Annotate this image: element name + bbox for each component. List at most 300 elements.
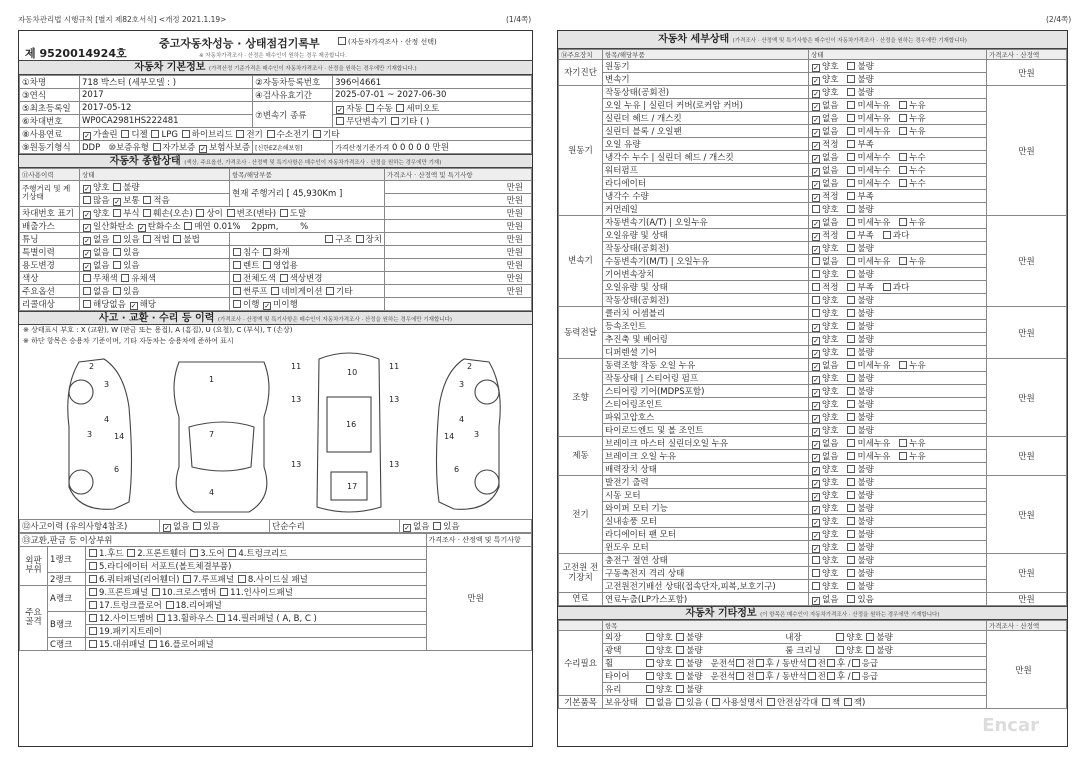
state-checkbox[interactable] bbox=[812, 181, 820, 189]
state-checkbox[interactable] bbox=[847, 491, 855, 499]
watermark: Encar bbox=[982, 715, 1039, 736]
detail-state bbox=[809, 86, 987, 99]
major-frame-label: 주요 골격 bbox=[20, 585, 48, 650]
polish-bad-checkbox[interactable] bbox=[676, 646, 684, 654]
state-checkbox[interactable] bbox=[812, 556, 820, 564]
state-checkbox[interactable] bbox=[812, 77, 820, 85]
detail-row bbox=[559, 216, 1067, 229]
state-checkbox[interactable] bbox=[812, 569, 820, 577]
state-checkbox[interactable] bbox=[847, 205, 855, 213]
state-checkbox[interactable] bbox=[847, 296, 855, 304]
state-checkbox[interactable] bbox=[812, 402, 820, 410]
state-checkbox[interactable] bbox=[847, 530, 855, 538]
svg-text:17: 17 bbox=[347, 481, 358, 491]
state-checkbox[interactable] bbox=[812, 582, 820, 590]
price-cell: 만원 bbox=[987, 476, 1067, 554]
state-checkbox[interactable] bbox=[812, 129, 820, 137]
state-label: 미세누유 bbox=[857, 361, 891, 371]
detail-group: 제동 bbox=[559, 437, 603, 476]
fire-checkbox[interactable] bbox=[263, 248, 271, 256]
state-checkbox[interactable] bbox=[847, 543, 855, 551]
state-checkbox[interactable] bbox=[812, 441, 820, 449]
part-dash-panel-checkbox[interactable] bbox=[89, 640, 97, 648]
svg-text:2: 2 bbox=[467, 361, 473, 371]
overall-status-bar: 자동차 종합상태 (색상, 주요옵션, 가격조사 · 산정액 및 특기사항은 매수인이 자동차가격조사 · 산정을 원하는 경우에만 기재) bbox=[19, 154, 532, 168]
vin-good-checkbox[interactable] bbox=[83, 211, 91, 219]
items-yes-checkbox[interactable] bbox=[676, 698, 684, 706]
state-label: 불량 bbox=[857, 205, 874, 215]
state-label: 양호 bbox=[822, 504, 839, 514]
exterior-bad-checkbox[interactable] bbox=[676, 633, 684, 641]
state-checkbox[interactable] bbox=[847, 439, 855, 447]
state-checkbox[interactable] bbox=[899, 179, 907, 187]
trans-cvt-checkbox[interactable] bbox=[336, 117, 344, 125]
part-pillar-panel-checkbox[interactable] bbox=[217, 614, 225, 622]
state-checkbox[interactable] bbox=[899, 166, 907, 174]
state-checkbox[interactable] bbox=[847, 504, 855, 512]
options-other-checkbox[interactable] bbox=[326, 287, 334, 295]
rental-checkbox[interactable] bbox=[233, 261, 241, 269]
mileage-normal-checkbox[interactable] bbox=[113, 198, 121, 206]
state-label: 양호 bbox=[822, 426, 839, 436]
chromatic-checkbox[interactable] bbox=[121, 274, 129, 282]
tuning-none-checkbox[interactable] bbox=[83, 237, 91, 245]
mileage-few-checkbox[interactable] bbox=[143, 196, 151, 204]
detail-item: 고전원전기배선 상태(접속단자,피복,보호기구) bbox=[603, 580, 809, 593]
state-checkbox[interactable] bbox=[812, 270, 820, 278]
detail-item: 기어변속장치 bbox=[603, 268, 809, 281]
state-checkbox[interactable] bbox=[812, 233, 820, 241]
detail-state bbox=[809, 489, 987, 502]
state-checkbox[interactable] bbox=[847, 62, 855, 70]
state-checkbox[interactable] bbox=[847, 101, 855, 109]
repair-yes-checkbox[interactable] bbox=[433, 522, 441, 530]
state-checkbox[interactable] bbox=[812, 337, 820, 345]
state-checkbox[interactable] bbox=[899, 257, 907, 265]
state-checkbox[interactable] bbox=[812, 350, 820, 358]
detail-item: 작동상태(공회전) bbox=[603, 294, 809, 307]
part-floor-panel-checkbox[interactable] bbox=[149, 640, 157, 648]
state-label: 과다 bbox=[892, 283, 910, 293]
detail-item: 등속조인트 bbox=[603, 320, 809, 333]
state-checkbox[interactable] bbox=[847, 465, 855, 473]
state-checkbox[interactable] bbox=[812, 155, 820, 163]
usage-change-label: 용도변경 bbox=[20, 258, 80, 271]
detail-state bbox=[809, 580, 987, 593]
fuel-lpg-checkbox[interactable] bbox=[151, 130, 159, 138]
commercial-checkbox[interactable] bbox=[263, 261, 271, 269]
polish-good-checkbox[interactable] bbox=[646, 646, 654, 654]
detail-state bbox=[809, 190, 987, 203]
part-package-tray-checkbox[interactable] bbox=[89, 627, 97, 635]
detail-state bbox=[809, 359, 987, 372]
recall-applicable-checkbox[interactable] bbox=[130, 302, 138, 310]
state-checkbox[interactable] bbox=[812, 168, 820, 176]
state-checkbox[interactable] bbox=[812, 532, 820, 540]
interior-good-checkbox[interactable] bbox=[836, 633, 844, 641]
tuning-legal-checkbox[interactable] bbox=[143, 235, 151, 243]
part-front-panel-checkbox[interactable] bbox=[89, 588, 97, 596]
cleaning-good-checkbox[interactable] bbox=[836, 646, 844, 654]
detail-item: 워터펌프 bbox=[603, 164, 809, 177]
state-checkbox[interactable] bbox=[812, 103, 820, 111]
state-label: 있음 bbox=[857, 595, 874, 605]
vin-corroded-checkbox[interactable] bbox=[113, 209, 121, 217]
state-checkbox[interactable] bbox=[847, 595, 855, 603]
state-label: 부족 bbox=[857, 283, 874, 293]
svg-text:1: 1 bbox=[209, 374, 215, 384]
state-checkbox[interactable] bbox=[847, 140, 855, 148]
state-label: 누유 bbox=[909, 114, 926, 124]
state-checkbox[interactable] bbox=[812, 296, 820, 304]
state-label: 양호 bbox=[822, 62, 839, 72]
jack2-checkbox[interactable] bbox=[844, 698, 852, 706]
label-first-reg: ⑤최초등록일 bbox=[20, 102, 80, 115]
emission-hc-checkbox[interactable] bbox=[138, 224, 146, 232]
options-label: 주요옵션 bbox=[20, 284, 80, 297]
accident-yes-checkbox[interactable] bbox=[193, 522, 201, 530]
state-checkbox[interactable] bbox=[812, 363, 820, 371]
state-label: 없음 bbox=[822, 595, 839, 605]
part-side-member-checkbox[interactable] bbox=[89, 614, 97, 622]
fuel-other-checkbox[interactable] bbox=[313, 130, 321, 138]
state-checkbox[interactable] bbox=[812, 376, 820, 384]
state-checkbox[interactable] bbox=[847, 556, 855, 564]
glass-good-checkbox[interactable] bbox=[646, 685, 654, 693]
state-checkbox[interactable] bbox=[812, 454, 820, 462]
detail-state bbox=[809, 450, 987, 463]
state-checkbox[interactable] bbox=[899, 361, 907, 369]
achromatic-checkbox[interactable] bbox=[83, 274, 91, 282]
basic-info-bar: 자동차 기본정보 (가격산정 기준가격은 매수인이 자동차가격조사 · 산정을 원하는 경우에만 기재합니다.) bbox=[19, 61, 532, 75]
accident-none-checkbox[interactable] bbox=[163, 524, 171, 532]
fuel-gasoline-checkbox[interactable] bbox=[83, 132, 91, 140]
state-checkbox[interactable] bbox=[812, 220, 820, 228]
state-checkbox[interactable] bbox=[847, 283, 855, 291]
state-checkbox[interactable] bbox=[847, 374, 855, 382]
state-label: 미세누유 bbox=[857, 257, 891, 267]
state-checkbox[interactable] bbox=[847, 582, 855, 590]
state-checkbox[interactable] bbox=[847, 114, 855, 122]
state-checkbox[interactable] bbox=[847, 400, 855, 408]
options-none-checkbox[interactable] bbox=[83, 287, 91, 295]
state-checkbox[interactable] bbox=[847, 166, 855, 174]
vin-damaged-checkbox[interactable] bbox=[143, 209, 151, 217]
sunroof-checkbox[interactable] bbox=[233, 287, 241, 295]
state-label: 양호 bbox=[822, 348, 839, 358]
trans-manual-checkbox[interactable] bbox=[366, 104, 374, 112]
repair-needed-label: 수리필요 bbox=[559, 631, 603, 696]
state-label: 양호 bbox=[822, 205, 839, 215]
interior-bad-checkbox[interactable] bbox=[866, 633, 874, 641]
part-trunk-floor-checkbox[interactable] bbox=[89, 601, 97, 609]
emission-label: 배출가스 bbox=[20, 219, 80, 232]
warranty-self-checkbox[interactable] bbox=[153, 143, 161, 151]
state-label: 누수 bbox=[909, 166, 926, 176]
state-checkbox[interactable] bbox=[812, 246, 820, 254]
recall-not-done-checkbox[interactable] bbox=[263, 302, 271, 310]
state-checkbox[interactable] bbox=[899, 127, 907, 135]
state-checkbox[interactable] bbox=[812, 545, 820, 553]
warranty-insurer-checkbox[interactable] bbox=[199, 145, 207, 153]
state-checkbox[interactable] bbox=[812, 493, 820, 501]
detail-state bbox=[809, 320, 987, 333]
state-checkbox[interactable] bbox=[847, 192, 855, 200]
state-label: 적정 bbox=[822, 283, 839, 293]
tuning-yes-checkbox[interactable] bbox=[113, 235, 121, 243]
state-label: 불량 bbox=[857, 88, 874, 98]
state-checkbox[interactable] bbox=[812, 205, 820, 213]
wheel-good-checkbox[interactable] bbox=[646, 659, 654, 667]
vin: WP0CA2981HS222481 bbox=[80, 115, 253, 128]
state-label: 양호 bbox=[822, 335, 839, 345]
detail-state bbox=[809, 255, 987, 268]
state-checkbox[interactable] bbox=[812, 194, 820, 202]
usage-yes-checkbox[interactable] bbox=[113, 261, 121, 269]
recall-none-checkbox[interactable] bbox=[83, 300, 91, 308]
state-checkbox[interactable] bbox=[847, 270, 855, 278]
detail-item: 디퍼렌셜 기어 bbox=[603, 346, 809, 359]
state-checkbox[interactable] bbox=[847, 322, 855, 330]
state-label: 불량 bbox=[857, 530, 874, 540]
state-label: 양호 bbox=[822, 244, 839, 254]
state-checkbox[interactable] bbox=[847, 309, 855, 317]
part-wheel-house-checkbox[interactable] bbox=[157, 614, 165, 622]
part-side-sill-checkbox[interactable] bbox=[238, 575, 246, 583]
state-label: 미세누유 bbox=[857, 127, 891, 137]
state-label: 미세누수 bbox=[857, 153, 891, 163]
state-label: 불량 bbox=[857, 491, 874, 501]
state-checkbox[interactable] bbox=[812, 519, 820, 527]
recall-done-checkbox[interactable] bbox=[233, 300, 241, 308]
tuning-device-checkbox[interactable] bbox=[356, 235, 364, 243]
glass-bad-checkbox[interactable] bbox=[676, 685, 684, 693]
detail-group: 연료 bbox=[559, 593, 603, 606]
state-checkbox[interactable] bbox=[847, 75, 855, 83]
repair-none-checkbox[interactable] bbox=[403, 524, 411, 532]
trans-other-checkbox[interactable] bbox=[391, 117, 399, 125]
detail-state bbox=[809, 307, 987, 320]
state-checkbox[interactable] bbox=[847, 218, 855, 226]
state-label: 양호 bbox=[822, 530, 839, 540]
manual-checkbox[interactable] bbox=[712, 698, 720, 706]
abnormal-parts-label: ⑬교환,판금 등 이상부위 bbox=[20, 533, 427, 546]
state-label: 없음 bbox=[822, 166, 839, 176]
state-label: 없음 bbox=[822, 179, 839, 189]
triangle-checkbox[interactable] bbox=[767, 698, 775, 706]
usage-none-checkbox[interactable] bbox=[83, 263, 91, 271]
mileage-good-checkbox[interactable] bbox=[83, 185, 91, 193]
navigation-checkbox[interactable] bbox=[271, 287, 279, 295]
vin-painted-checkbox[interactable] bbox=[280, 209, 288, 217]
part-roof-panel-checkbox[interactable] bbox=[183, 575, 191, 583]
state-checkbox[interactable] bbox=[847, 335, 855, 343]
detail-row bbox=[559, 554, 1067, 567]
state-checkbox[interactable] bbox=[812, 467, 820, 475]
mileage-bad-checkbox[interactable] bbox=[113, 183, 121, 191]
state-checkbox[interactable] bbox=[847, 153, 855, 161]
detail-group: 동력전달 bbox=[559, 307, 603, 359]
part-door-checkbox[interactable] bbox=[190, 549, 198, 557]
state-checkbox[interactable] bbox=[899, 439, 907, 447]
price-cell: 만원 bbox=[987, 437, 1067, 476]
tire-good-checkbox[interactable] bbox=[646, 672, 654, 680]
state-checkbox[interactable] bbox=[847, 244, 855, 252]
state-checkbox[interactable] bbox=[883, 231, 891, 239]
state-checkbox[interactable] bbox=[847, 452, 855, 460]
vin-altered-checkbox[interactable] bbox=[227, 209, 235, 217]
state-checkbox[interactable] bbox=[847, 413, 855, 421]
part-cross-member-checkbox[interactable] bbox=[152, 588, 160, 596]
state-label: 불량 bbox=[857, 62, 874, 72]
state-checkbox[interactable] bbox=[812, 90, 820, 98]
fuel-hybrid-checkbox[interactable] bbox=[182, 130, 190, 138]
part-hood-checkbox[interactable] bbox=[89, 549, 97, 557]
options-yes-checkbox[interactable] bbox=[113, 287, 121, 295]
emission-co-checkbox[interactable] bbox=[83, 224, 91, 232]
part-quarter-panel-checkbox[interactable] bbox=[89, 575, 97, 583]
inspection-sheet-page-1 bbox=[18, 30, 533, 747]
state-checkbox[interactable] bbox=[812, 389, 820, 397]
state-checkbox[interactable] bbox=[812, 116, 820, 124]
state-checkbox[interactable] bbox=[847, 387, 855, 395]
state-checkbox[interactable] bbox=[847, 127, 855, 135]
state-label: 양호 bbox=[822, 322, 839, 332]
state-checkbox[interactable] bbox=[847, 257, 855, 265]
part-rear-panel-checkbox[interactable] bbox=[166, 601, 174, 609]
fuel-hydrogen-checkbox[interactable] bbox=[267, 130, 275, 138]
state-checkbox[interactable] bbox=[847, 179, 855, 187]
state-checkbox[interactable] bbox=[847, 517, 855, 525]
state-label: 양호 bbox=[822, 75, 839, 85]
state-checkbox[interactable] bbox=[847, 361, 855, 369]
part-trunk-lid-checkbox[interactable] bbox=[228, 549, 236, 557]
simple-repair-label: 단순수리 bbox=[270, 519, 400, 532]
svg-text:3: 3 bbox=[459, 379, 465, 389]
state-label: 없음 bbox=[822, 439, 839, 449]
svg-text:4: 4 bbox=[104, 414, 110, 424]
svg-text:14: 14 bbox=[114, 431, 125, 441]
engine-type: DDP bbox=[82, 143, 101, 153]
state-checkbox[interactable] bbox=[847, 569, 855, 577]
jack-checkbox[interactable] bbox=[822, 698, 830, 706]
state-label: 양호 bbox=[822, 543, 839, 553]
state-label: 양호 bbox=[822, 309, 839, 319]
registration-number: 제 9520014924호 bbox=[25, 47, 127, 60]
state-checkbox[interactable] bbox=[812, 309, 820, 317]
detail-state bbox=[809, 242, 987, 255]
full-paint-checkbox[interactable] bbox=[233, 274, 241, 282]
cleaning-bad-checkbox[interactable] bbox=[866, 646, 874, 654]
detail-state bbox=[809, 424, 987, 437]
other-info-bar: 자동차 기타정보 (이 항목은 매수인이 자동차가격조사 · 산정을 원하는 경우에만 기재합니다) bbox=[558, 606, 1067, 620]
tire-bad-checkbox[interactable] bbox=[676, 672, 684, 680]
color-label: 색상 bbox=[20, 271, 80, 284]
part-inside-panel-checkbox[interactable] bbox=[220, 588, 228, 596]
state-checkbox[interactable] bbox=[847, 88, 855, 96]
state-checkbox[interactable] bbox=[899, 101, 907, 109]
flood-checkbox[interactable] bbox=[233, 248, 241, 256]
detail-state bbox=[809, 476, 987, 489]
state-checkbox[interactable] bbox=[847, 426, 855, 434]
state-label: 누유 bbox=[909, 257, 926, 267]
state-label: 미세누수 bbox=[857, 179, 891, 189]
fuel-diesel-checkbox[interactable] bbox=[121, 130, 129, 138]
state-checkbox[interactable] bbox=[812, 257, 820, 265]
detail-row bbox=[559, 60, 1067, 73]
state-checkbox[interactable] bbox=[812, 506, 820, 514]
detail-state bbox=[809, 346, 987, 359]
detail-item: 실린더 블록 / 오일팬 bbox=[603, 125, 809, 138]
part-front-fender-checkbox[interactable] bbox=[127, 549, 135, 557]
state-checkbox[interactable] bbox=[847, 478, 855, 486]
svg-text:3: 3 bbox=[474, 429, 480, 439]
state-label: 불량 bbox=[857, 309, 874, 319]
state-checkbox[interactable] bbox=[899, 218, 907, 226]
color-change-checkbox[interactable] bbox=[280, 274, 288, 282]
state-label: 양호 bbox=[822, 517, 839, 527]
price-cell: 만원 bbox=[987, 60, 1067, 86]
wheel-bad-checkbox[interactable] bbox=[676, 659, 684, 667]
state-label: 없음 bbox=[822, 452, 839, 462]
detail-item: 오일유량 및 상태 bbox=[603, 281, 809, 294]
svg-text:2: 2 bbox=[89, 361, 95, 371]
trans-auto-checkbox[interactable] bbox=[336, 106, 344, 114]
special-yes-checkbox[interactable] bbox=[113, 248, 121, 256]
state-checkbox[interactable] bbox=[812, 64, 820, 72]
fuel-electric-checkbox[interactable] bbox=[236, 130, 244, 138]
state-checkbox[interactable] bbox=[812, 428, 820, 436]
tuning-illegal-checkbox[interactable] bbox=[173, 235, 181, 243]
state-label: 누유 bbox=[909, 218, 926, 228]
state-label: 미세누수 bbox=[857, 166, 891, 176]
detail-state bbox=[809, 528, 987, 541]
state-checkbox[interactable] bbox=[812, 597, 820, 605]
state-checkbox[interactable] bbox=[812, 324, 820, 332]
tuning-structure-checkbox[interactable] bbox=[325, 235, 333, 243]
state-checkbox[interactable] bbox=[899, 153, 907, 161]
state-checkbox[interactable] bbox=[847, 231, 855, 239]
state-checkbox[interactable] bbox=[883, 283, 891, 291]
state-checkbox[interactable] bbox=[847, 348, 855, 356]
detail-item: 실내송풍 모터 bbox=[603, 515, 809, 528]
state-label: 양호 bbox=[822, 296, 839, 306]
state-label: 양호 bbox=[822, 413, 839, 423]
state-checkbox[interactable] bbox=[812, 142, 820, 150]
legend-1: ※ 상태표시 부호 : X (교환), W (판금 또는 용접), A (흠집), U (요철), C (부식), T (손상) bbox=[23, 325, 293, 334]
state-checkbox[interactable] bbox=[899, 114, 907, 122]
trans-semi-checkbox[interactable] bbox=[396, 104, 404, 112]
emission-smoke-checkbox[interactable] bbox=[184, 222, 192, 230]
detail-item: 오일 유량 bbox=[603, 138, 809, 151]
special-none-checkbox[interactable] bbox=[83, 250, 91, 258]
exterior-good-checkbox[interactable] bbox=[646, 633, 654, 641]
detail-state bbox=[809, 138, 987, 151]
vin-different-checkbox[interactable] bbox=[196, 209, 204, 217]
state-checkbox[interactable] bbox=[812, 480, 820, 488]
page-number-1: (1/4쪽) bbox=[506, 15, 532, 24]
state-checkbox[interactable] bbox=[812, 283, 820, 291]
detail-state bbox=[809, 151, 987, 164]
price-option-checkbox[interactable] bbox=[338, 37, 346, 45]
mileage-label: 주행거리 및 계기상태 bbox=[20, 180, 80, 206]
mileage-many-checkbox[interactable] bbox=[83, 196, 91, 204]
part-radiator-support-checkbox[interactable] bbox=[89, 562, 97, 570]
state-checkbox[interactable] bbox=[899, 452, 907, 460]
detail-item: 구동축전지 격리 상태 bbox=[603, 567, 809, 580]
state-checkbox[interactable] bbox=[812, 415, 820, 423]
items-none-checkbox[interactable] bbox=[646, 698, 654, 706]
